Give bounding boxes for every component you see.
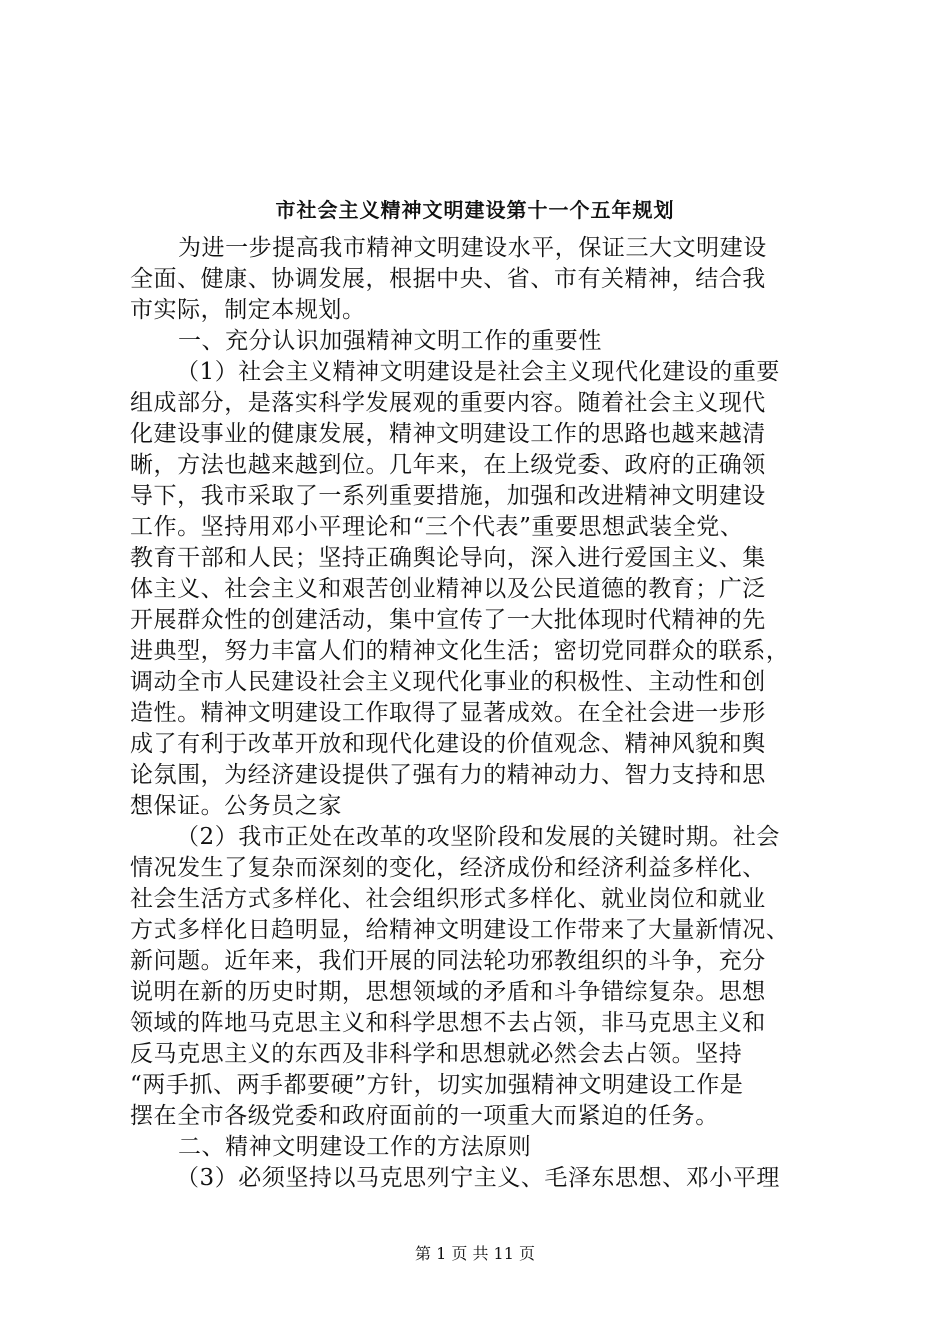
text-line: （1）社会主义精神文明建设是社会主义现代化建设的重要 [176, 359, 780, 385]
text-line: 领域的阵地马克思主义和科学思想不去占领，非马克思主义和 [130, 1010, 766, 1036]
text-line: 教育干部和人民；坚持正确舆论导向，深入进行爱国主义、集 [130, 545, 766, 571]
text-line: 二、精神文明建设工作的方法原则 [178, 1134, 532, 1160]
text-line: 体主义、社会主义和艰苦创业精神以及公民道德的教育；广泛 [130, 576, 766, 602]
text-line: 反马克思主义的东西及非科学和思想就必然会去占领。坚持 [130, 1041, 743, 1067]
text-line: 为进一步提高我市精神文明建设水平，保证三大文明建设 [178, 235, 767, 261]
text-line: 调动全市人民建设社会主义现代化事业的积极性、主动性和创 [130, 669, 766, 695]
text-line: 进典型，努力丰富人们的精神文化生活；密切党同群众的联系， [130, 638, 790, 664]
text-line: 情况发生了复杂而深刻的变化，经济成份和经济利益多样化、 [130, 855, 766, 881]
text-line: 方式多样化日趋明显，给精神文明建设工作带来了大量新情况、 [130, 917, 790, 943]
text-line: 市实际，制定本规划。 [130, 297, 366, 323]
text-line: 说明在新的历史时期，思想领域的矛盾和斗争错综复杂。思想 [130, 979, 766, 1005]
text-line: 全面、健康、协调发展，根据中央、省、市有关精神，结合我 [130, 266, 766, 292]
text-line: 化建设事业的健康发展，精神文明建设工作的思路也越来越清 [130, 421, 766, 447]
text-line: 组成部分，是落实科学发展观的重要内容。随着社会主义现代 [130, 390, 766, 416]
text-line: 晰，方法也越来越到位。几年来，在上级党委、政府的正确领 [130, 452, 766, 478]
text-line: （2）我市正处在改革的攻坚阶段和发展的关键时期。社会 [176, 824, 780, 850]
text-line: 成了有利于改革开放和现代化建设的价值观念、精神风貌和舆 [130, 731, 766, 757]
document-body [130, 233, 820, 1194]
text-line: 摆在全市各级党委和政府面前的一项重大而紧迫的任务。 [130, 1103, 719, 1129]
text-line: 想保证。公务员之家 [130, 793, 342, 819]
text-line: 造性。精神文明建设工作取得了显著成效。在全社会进一步形 [130, 700, 766, 726]
text-line: 新问题。近年来，我们开展的同法轮功邪教组织的斗争，充分 [130, 948, 766, 974]
text-line: 论氛围，为经济建设提供了强有力的精神动力、智力支持和思 [130, 762, 766, 788]
text-line: 工作。坚持用邓小平理论和“三个代表”重要思想武装全党、 [130, 514, 744, 540]
text-line: “两手抓、两手都要硬”方针，切实加强精神文明建设工作是 [130, 1072, 744, 1098]
text-line: （3）必须坚持以马克思列宁主义、毛泽东思想、邓小平理 [176, 1165, 780, 1191]
page-title: 市社会主义精神文明建设第十一个五年规划 [275, 198, 675, 222]
page-footer: 第 1 页 共 11 页 [415, 1244, 535, 1263]
text-line: 导下，我市采取了一系列重要措施，加强和改进精神文明建设 [130, 483, 766, 509]
text-line: 一、充分认识加强精神文明工作的重要性 [178, 328, 602, 354]
text-line: 社会生活方式多样化、社会组织形式多样化、就业岗位和就业 [130, 886, 766, 912]
text-line: 开展群众性的创建活动，集中宣传了一大批体现时代精神的先 [130, 607, 766, 633]
